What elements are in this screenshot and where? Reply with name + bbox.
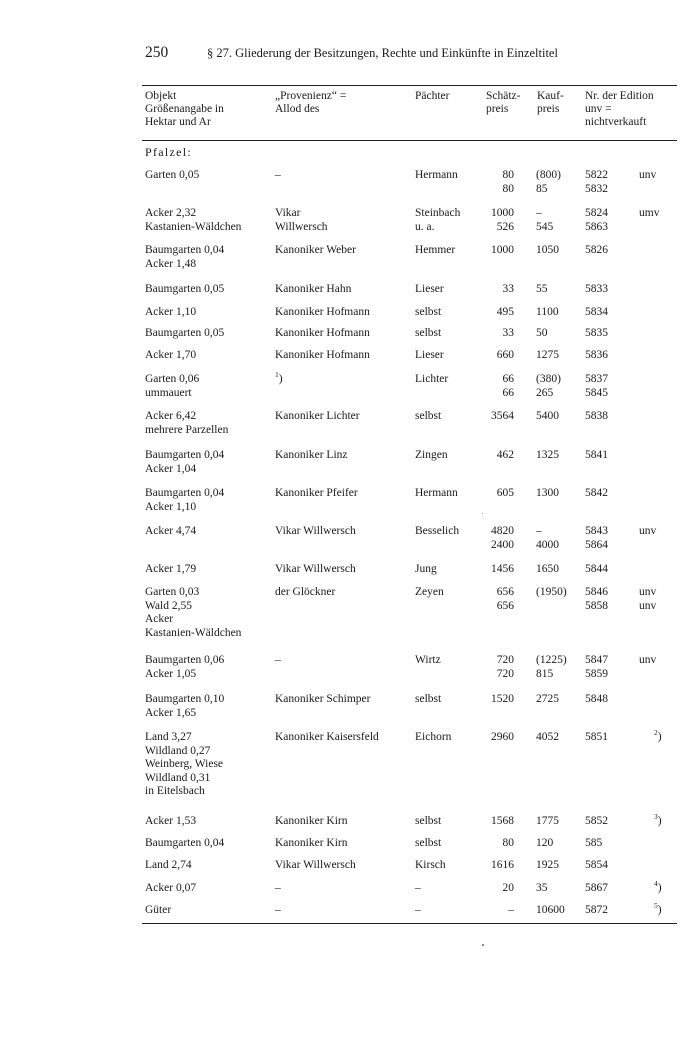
cell-paechter: selbst bbox=[415, 693, 442, 705]
cell-nr: 5824 bbox=[585, 207, 608, 219]
cell-nr: 5846 bbox=[585, 586, 608, 598]
cell-prov: – bbox=[275, 654, 281, 666]
header-schaetzpreis-line: preis bbox=[486, 103, 509, 115]
cell-schaetz: 20 bbox=[502, 882, 514, 894]
cell-paechter: Hermann bbox=[415, 487, 458, 499]
cell-schaetz: 1568 bbox=[491, 815, 514, 827]
cell-paechter: selbst bbox=[415, 410, 442, 422]
cell-kauf: 815 bbox=[536, 667, 554, 680]
cell-schaetz: 656 bbox=[496, 599, 514, 612]
cell-paechter: Hermann bbox=[415, 169, 458, 181]
cell-prov: Kanoniker Pfeifer bbox=[275, 487, 358, 499]
cell-nr: 5852 bbox=[585, 815, 608, 827]
cell-paechter: Besselich bbox=[415, 525, 460, 537]
cell-objekt: mehrere Parzellen bbox=[145, 423, 229, 436]
cell-nr: 5859 bbox=[585, 667, 608, 680]
cell-paechter: – bbox=[415, 904, 421, 916]
cell-nr: 5836 bbox=[585, 349, 608, 361]
cell-paechter: selbst bbox=[415, 815, 442, 827]
cell-objekt: Baumgarten 0,04 bbox=[145, 449, 225, 461]
header-objekt-line: Hektar und Ar bbox=[145, 116, 211, 128]
cell-schaetz: 526 bbox=[496, 220, 514, 233]
cell-kauf: 1100 bbox=[536, 306, 559, 318]
cell-paechter: u. a. bbox=[415, 220, 435, 233]
cell-paechter: Hemmer bbox=[415, 244, 456, 256]
cell-nr: 5854 bbox=[585, 859, 608, 871]
cell-nr: 5848 bbox=[585, 693, 608, 705]
cell-objekt: Land 2,74 bbox=[145, 859, 192, 871]
cell-prov: – bbox=[275, 882, 281, 894]
cell-kauf: 5400 bbox=[536, 410, 559, 422]
cell-nr: 5842 bbox=[585, 487, 608, 499]
cell-objekt: Baumgarten 0,10 bbox=[145, 693, 225, 705]
cell-objekt: Acker 1,65 bbox=[145, 706, 197, 719]
cell-kauf: 1300 bbox=[536, 487, 559, 499]
cell-kauf: 4052 bbox=[536, 731, 559, 743]
cell-kauf: 1775 bbox=[536, 815, 559, 827]
footnote-marker: $^5$) bbox=[654, 901, 662, 916]
cell-objekt: Land 3,27 bbox=[145, 731, 192, 743]
table-top-rule bbox=[142, 85, 677, 86]
cell-kauf: 1650 bbox=[536, 563, 559, 575]
cell-nr: 5872 bbox=[585, 904, 608, 916]
cell-schaetz: 2960 bbox=[491, 731, 514, 743]
running-title: § 27. Gliederung der Besitzungen, Rechte und Einkünfte in Einzeltitel bbox=[207, 46, 558, 60]
cell-schaetz: 462 bbox=[496, 449, 514, 461]
cell-kauf: 4000 bbox=[536, 538, 559, 551]
cell-paechter: Lieser bbox=[415, 349, 444, 361]
cell-prov: Kanoniker Linz bbox=[275, 449, 348, 461]
cell-paechter: Lieser bbox=[415, 283, 444, 295]
cell-objekt: Acker 1,10 bbox=[145, 500, 197, 513]
cell-schaetz: 66 bbox=[502, 373, 514, 385]
cell-nr: 5851 bbox=[585, 731, 608, 743]
footnote-marker: $^4$) bbox=[654, 879, 662, 894]
cell-objekt: Acker 0,07 bbox=[145, 882, 197, 894]
cell-objekt: Acker 2,32 bbox=[145, 207, 197, 219]
cell-objekt: Kastanien-Wäldchen bbox=[145, 626, 242, 639]
cell-kauf: 1275 bbox=[536, 349, 559, 361]
cell-note: unv bbox=[639, 599, 657, 612]
cell-kauf: – bbox=[536, 525, 542, 537]
cell-prov: Vikar Willwersch bbox=[275, 859, 356, 871]
cell-kauf: 265 bbox=[536, 386, 554, 399]
cell-schaetz: 80 bbox=[502, 182, 514, 195]
cell-nr: 5845 bbox=[585, 386, 608, 399]
cell-schaetz: 33 bbox=[502, 283, 514, 295]
cell-kauf: 2725 bbox=[536, 693, 559, 705]
cell-schaetz: 605 bbox=[496, 487, 514, 499]
header-paechter-line: Pächter bbox=[415, 90, 450, 102]
cell-prov: Kanoniker Kirn bbox=[275, 837, 348, 849]
cell-objekt: in Eitelsbach bbox=[145, 785, 205, 797]
cell-prov: Vikar bbox=[275, 207, 301, 219]
cell-schaetz: 660 bbox=[496, 349, 514, 361]
cell-objekt: Baumgarten 0,04 bbox=[145, 244, 225, 256]
cell-nr: 5844 bbox=[585, 563, 608, 575]
cell-paechter: Zingen bbox=[415, 449, 448, 461]
cell-paechter: Eichorn bbox=[415, 731, 452, 743]
cell-prov: Kanoniker Hofmann bbox=[275, 349, 370, 361]
cell-kauf: 85 bbox=[536, 182, 548, 195]
cell-prov: Kanoniker Weber bbox=[275, 244, 356, 256]
cell-prov: der Glöckner bbox=[275, 586, 336, 598]
footnote-marker: $^1$) bbox=[275, 370, 283, 385]
cell-nr: 5832 bbox=[585, 182, 608, 195]
cell-schaetz: – bbox=[508, 904, 514, 916]
header-edition-nr-line: nichtverkauft bbox=[585, 116, 647, 128]
cell-note: unv bbox=[639, 169, 657, 181]
table-bottom-rule bbox=[142, 923, 677, 924]
cell-kauf: 545 bbox=[536, 220, 554, 233]
cell-prov: Kanoniker Hahn bbox=[275, 283, 352, 295]
cell-schaetz: 80 bbox=[502, 169, 514, 181]
page-header bbox=[145, 44, 685, 64]
cell-kauf: 10600 bbox=[536, 904, 565, 916]
cell-objekt: ummauert bbox=[145, 386, 192, 399]
header-objekt-line: Objekt bbox=[145, 90, 177, 102]
cell-paechter: selbst bbox=[415, 837, 442, 849]
cell-paechter: selbst bbox=[415, 327, 442, 339]
cell-schaetz: 656 bbox=[496, 586, 514, 598]
cell-prov: Kanoniker Lichter bbox=[275, 410, 360, 422]
cell-schaetz: 66 bbox=[502, 386, 514, 399]
cell-objekt: Kastanien-Wäldchen bbox=[145, 220, 242, 233]
cell-objekt: Garten 0,03 bbox=[145, 586, 200, 598]
cell-objekt: Acker 1,05 bbox=[145, 667, 197, 680]
cell-objekt: Garten 0,06 bbox=[145, 373, 200, 385]
cell-nr: 5843 bbox=[585, 525, 608, 537]
cell-objekt: Acker 1,70 bbox=[145, 349, 197, 361]
header-schaetzpreis-line: Schätz- bbox=[486, 90, 521, 102]
cell-prov: Vikar Willwersch bbox=[275, 525, 356, 537]
cell-nr: 5838 bbox=[585, 410, 608, 422]
cell-schaetz: 1616 bbox=[491, 859, 514, 871]
cell-nr: 5835 bbox=[585, 327, 608, 339]
cell-prov: – bbox=[275, 169, 281, 181]
header-edition-nr-line: Nr. der Edition bbox=[585, 90, 654, 102]
cell-kauf: – bbox=[536, 207, 542, 219]
cell-objekt: Weinberg, Wiese bbox=[145, 758, 224, 770]
cell-nr: 585 bbox=[585, 837, 603, 849]
cell-nr: 5847 bbox=[585, 654, 608, 666]
cell-schaetz: 4820 bbox=[491, 525, 514, 537]
cell-nr: 5841 bbox=[585, 449, 608, 461]
cell-objekt: Wildland 0,27 bbox=[145, 744, 211, 757]
cell-kauf: 50 bbox=[536, 327, 548, 339]
cell-nr: 5826 bbox=[585, 244, 608, 256]
cell-note: unv bbox=[639, 586, 657, 598]
print-dot bbox=[482, 944, 484, 946]
header-kaufpreis-line: preis bbox=[537, 103, 560, 115]
cell-paechter: Wirtz bbox=[415, 654, 441, 666]
cell-paechter: selbst bbox=[415, 306, 442, 318]
cell-nr: 5867 bbox=[585, 882, 608, 894]
cell-kauf: (1225) bbox=[536, 654, 567, 666]
header-objekt-line: Größenangabe in bbox=[145, 103, 224, 115]
header-kaufpreis-line: Kauf- bbox=[537, 90, 564, 102]
cell-schaetz: 720 bbox=[496, 654, 514, 666]
cell-prov: Kanoniker Schimper bbox=[275, 693, 371, 705]
cell-nr: 5863 bbox=[585, 220, 608, 233]
cell-prov: Kanoniker Hofmann bbox=[275, 327, 370, 339]
cell-schaetz: 3564 bbox=[491, 410, 514, 422]
header-provenienz-line: „Provenienz“ = bbox=[275, 90, 347, 102]
cell-objekt: Baumgarten 0,04 bbox=[145, 837, 225, 849]
cell-objekt: Baumgarten 0,05 bbox=[145, 283, 225, 295]
cell-schaetz: 720 bbox=[496, 667, 514, 680]
cell-paechter: Kirsch bbox=[415, 859, 446, 871]
header-provenienz-line: Allod des bbox=[275, 103, 320, 115]
cell-kauf: (380) bbox=[536, 373, 561, 385]
cell-objekt: Baumgarten 0,04 bbox=[145, 487, 225, 499]
cell-schaetz: 1000 bbox=[491, 244, 514, 256]
cell-nr: 5833 bbox=[585, 283, 608, 295]
cell-schaetz: 495 bbox=[496, 306, 514, 318]
footnote-marker: $^3$) bbox=[654, 812, 662, 827]
cell-prov: – bbox=[275, 904, 281, 916]
cell-kauf: (1950) bbox=[536, 586, 567, 598]
cell-kauf: 1325 bbox=[536, 449, 559, 461]
cell-kauf: (800) bbox=[536, 169, 561, 181]
cell-objekt: Garten 0,05 bbox=[145, 169, 200, 181]
cell-nr: 5837 bbox=[585, 373, 608, 385]
cell-prov: Kanoniker Kaisersfeld bbox=[275, 731, 379, 743]
cell-nr: 5858 bbox=[585, 599, 608, 612]
cell-objekt: Acker 6,42 bbox=[145, 410, 197, 422]
cell-nr: 5864 bbox=[585, 538, 608, 551]
cell-objekt: Acker 1,04 bbox=[145, 462, 197, 475]
footnote-marker: $^2$) bbox=[654, 728, 662, 743]
cell-objekt: Baumgarten 0,05 bbox=[145, 327, 225, 339]
cell-schaetz: 2400 bbox=[491, 538, 514, 551]
cell-note: umv bbox=[639, 207, 660, 219]
cell-paechter: – bbox=[415, 882, 421, 894]
cell-schaetz: 1000 bbox=[491, 207, 514, 219]
page-number: 250 bbox=[145, 44, 169, 61]
cell-note: unv bbox=[639, 525, 657, 537]
print-speck bbox=[482, 513, 483, 514]
cell-schaetz: 33 bbox=[502, 327, 514, 339]
cell-objekt: Güter bbox=[145, 904, 172, 916]
cell-kauf: 55 bbox=[536, 283, 548, 295]
cell-objekt: Acker 1,48 bbox=[145, 257, 197, 270]
cell-objekt: Acker 1,53 bbox=[145, 815, 197, 827]
cell-schaetz: 80 bbox=[502, 837, 514, 849]
cell-schaetz: 1456 bbox=[491, 563, 514, 575]
cell-paechter: Steinbach bbox=[415, 207, 461, 219]
header-edition-nr-line: unv = bbox=[585, 103, 612, 115]
cell-paechter: Zeyen bbox=[415, 586, 444, 598]
cell-objekt: Acker bbox=[145, 613, 174, 625]
cell-kauf: 120 bbox=[536, 837, 554, 849]
table-header-rule bbox=[142, 140, 677, 141]
section-heading: Pfalzel: bbox=[145, 145, 193, 159]
cell-prov: Kanoniker Hofmann bbox=[275, 306, 370, 318]
cell-prov: Willwersch bbox=[275, 220, 328, 233]
cell-note: unv bbox=[639, 654, 657, 666]
cell-objekt: Wildland 0,31 bbox=[145, 771, 211, 784]
cell-kauf: 1925 bbox=[536, 859, 559, 871]
cell-nr: 5834 bbox=[585, 306, 608, 318]
cell-objekt: Acker 1,10 bbox=[145, 306, 197, 318]
cell-kauf: 1050 bbox=[536, 244, 559, 256]
cell-paechter: Lichter bbox=[415, 373, 449, 385]
cell-schaetz: 1520 bbox=[491, 693, 514, 705]
cell-objekt: Baumgarten 0,06 bbox=[145, 654, 225, 666]
cell-prov: Kanoniker Kirn bbox=[275, 815, 348, 827]
cell-objekt: Wald 2,55 bbox=[145, 599, 192, 612]
cell-prov: Vikar Willwersch bbox=[275, 563, 356, 575]
cell-objekt: Acker 1,79 bbox=[145, 563, 197, 575]
cell-paechter: Jung bbox=[415, 563, 437, 575]
cell-kauf: 35 bbox=[536, 882, 548, 894]
cell-nr: 5822 bbox=[585, 169, 608, 181]
cell-objekt: Acker 4,74 bbox=[145, 525, 197, 537]
